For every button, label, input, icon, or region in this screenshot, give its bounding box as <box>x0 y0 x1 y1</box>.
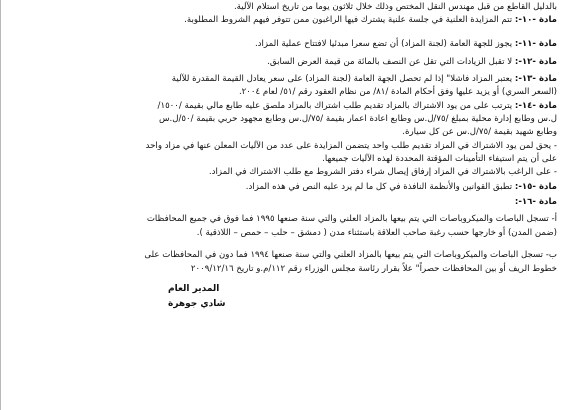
line-text: تطبق القوانين والأنظمة النافذة في كل ما لم يرد عليه النص في هذه المزاد. <box>245 182 513 192</box>
article-13-continued <box>239 86 557 99</box>
line-text: على أن يتم استيفاء التأمينات المؤقتة المحددة لهذه الآليات جميعها. <box>322 154 557 164</box>
bullet-line <box>146 140 557 153</box>
line-text: أ- تسجل الباصات والميكروباصات التي يتم بيعها بالمزاد العلني والتي سنة صنعها ١٩٩٥ فما فوق في جميع المحافظات <box>146 214 557 224</box>
article-label: مادة -١٢-: <box>514 57 557 67</box>
article-14-continued <box>159 113 557 126</box>
clause-a-continued <box>197 227 557 240</box>
line-text: يعتبر المزاد فاشلا" إذا لم تحصل الجهة العامة (لجنة المزاد) على سعر يعادل القيمة المقدرة للآلية <box>171 74 513 84</box>
line-text: ل.س وطابع إدارة محلية بمبلغ /٧٥/ل.س وطابع اعادة اعمار بقيمة /٧٥/ل.س وطابع مجهود حربي بقيمة /٥٠/ل.س <box>158 114 557 124</box>
clause-b <box>144 249 557 262</box>
article-14-continued <box>402 126 557 139</box>
article-16 <box>515 196 557 209</box>
line-text: خطوط الريف أو بين المحافظات حصراً" علاً بقرار رئاسة مجلس الوزراء رقم ١١٢/م.و تاريخ ٢٠٠٩/١٢/١٦ <box>190 264 557 274</box>
article-12 <box>267 56 557 69</box>
carryover-line <box>234 1 557 14</box>
bullet-continued <box>322 153 557 166</box>
article-15 <box>246 181 557 194</box>
article-label: مادة -١٤-: <box>514 101 557 111</box>
line-text: - على الراغب بالاشتراك في المزاد إرفاق إيصال شراء دفتر الشروط مع طلب الاشتراك في المزاد. <box>208 167 557 177</box>
article-label: مادة -١٠-: <box>514 15 557 25</box>
clause-a <box>147 213 557 226</box>
line-text: يترتب على من يود الاشتراك بالمزاد تقديم طلب اشتراك بالمزاد ملصق عليه طابع مالي بقيمة /١٥٠٠/ <box>157 101 513 111</box>
line-text: بالدليل القاطع من قبل مهندس النقل المختص وذلك خلال ثلاثون يوما من تاريخ استلام الآلية. <box>233 2 557 12</box>
line-text: - يحق لمن يود الاشتراك في المزاد تقديم طلب واحد يتضمن المزايدة على عدد من الآليات المعلن عنها في مزاد واحد <box>145 141 557 151</box>
line-text: (السعر السري) أو يزيد عليها وفق أحكام المادة /٨١/ من نظام العقود رقم /٥١/ لعام ٢٠٠٤. <box>238 87 557 97</box>
article-13 <box>172 73 557 86</box>
line-text: يجوز للجهة العامة (لجنة المزاد) أن تضع سعرا مبدئيا لافتتاح عملية المزاد. <box>254 39 513 49</box>
line-text: لا تقبل الزيادات التي تقل عن النصف بالمائة من قيمة العرض السابق. <box>267 57 513 67</box>
line-text: (ضمن المدن) أو خارجها حسب رغبة صاحب العلاقة باستثناء مدن ( دمشق – حلب – حمص – اللاذقية ). <box>196 228 557 238</box>
clause-b-continued <box>191 263 557 276</box>
page-edge-rule <box>0 0 1 410</box>
article-label: مادة -١١-: <box>514 39 557 49</box>
article-14 <box>158 100 557 113</box>
article-10 <box>184 14 557 27</box>
article-label: مادة -١٦-: <box>514 197 557 207</box>
line-text: ب- تسجل الباصات والميكروباصات التي يتم بيعها بالمزاد العلني والتي سنة صنعها ١٩٩٤ فما دون في المحافظات على <box>144 250 557 260</box>
article-11 <box>255 38 557 51</box>
article-label: مادة -١٣-: <box>514 74 557 84</box>
line-text: تتم المزايدة العلنية في جلسة علنية يشترك فيها الراغبون ممن تتوفر فيهم الشروط المطلوبة. <box>184 15 513 25</box>
signature-name: شادي جوهرة <box>168 299 226 309</box>
article-label: مادة -١٥-: <box>514 182 557 192</box>
bullet-line <box>209 166 557 179</box>
line-text: وطابع شهيد بقيمة /٧٥/ل.س عن كل سيارة. <box>402 127 557 137</box>
signature-title: المدير العام <box>168 284 220 294</box>
